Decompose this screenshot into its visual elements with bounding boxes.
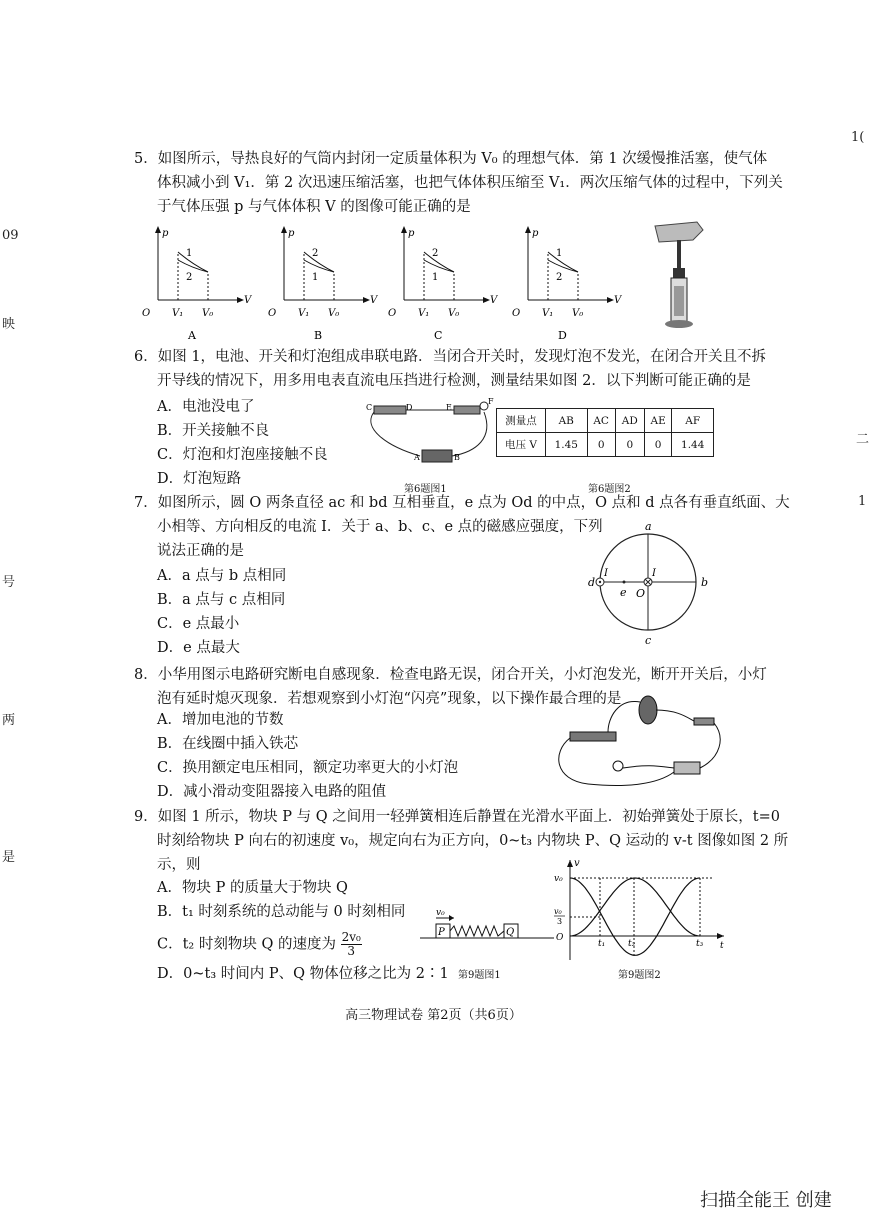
v1-tick-label: V₁ (172, 308, 184, 319)
q9-fig2-caption: 第9题图2 (618, 970, 661, 981)
table-header-cell: AB (546, 409, 588, 433)
q8-self-induction-circuit (548, 688, 728, 792)
edge-mark: 09 (2, 228, 19, 243)
v0-tick-label: V₀ (328, 308, 340, 319)
q5-line1: 5．如图所示，导热良好的气筒内封闭一定质量体积为 V₀ 的理想气体．第 1 次缓慢推活塞，使气体 (134, 151, 768, 167)
q6-fig2-caption: 第6题图2 (588, 484, 631, 495)
edge-mark: 二 (856, 432, 869, 447)
curve-label: 1 (432, 272, 439, 283)
q9-line3: 示，则 (157, 857, 201, 873)
vt-t3-label: t₃ (696, 939, 704, 949)
point-e-label: e (620, 586, 627, 599)
q7-line3: 说法正确的是 (157, 543, 244, 559)
option-letter: A (188, 329, 196, 342)
curve-label: 2 (186, 272, 193, 283)
axis-v-label: V (244, 295, 252, 306)
q8-option-d: D．减小滑动变阻器接入电路的阻值 (157, 784, 387, 800)
q6-option-a: A．电池没电了 (157, 399, 255, 415)
current-i-label: I (652, 568, 656, 579)
option-letter: B (314, 329, 323, 342)
fig1-v0-label: v₀ (436, 908, 445, 918)
v0-tick-label: V₀ (448, 308, 460, 319)
table-row (497, 433, 714, 457)
pv-graph-option-b (266, 222, 396, 347)
q9-line2: 时刻给物块 P 向右的初速度 v₀，规定向右为正方向，0~t₃ 内物块 P、Q 运动的 v-t 图像如图 2 所 (157, 833, 789, 849)
q6-circuit-figure (366, 398, 494, 470)
current-i-label: I (604, 568, 608, 579)
vt-v0-third-num: v₀ (554, 907, 562, 916)
curve-label: 1 (312, 272, 319, 283)
table-cell: 1.44 (672, 433, 714, 457)
q6-option-b: B．开关接触不良 (157, 423, 270, 439)
q9-option-b: B．t₁ 时刻系统的总动能与 0 时刻相同 (157, 904, 406, 920)
table-header-cell: AF (672, 409, 714, 433)
point-b-label: b (701, 576, 709, 589)
q8-option-a: A．增加电池的节数 (157, 712, 284, 728)
table-cell: 1.45 (546, 433, 588, 457)
circuit-label-c: C (366, 403, 373, 412)
fraction-2v0-over-3 (341, 931, 362, 958)
origin-label: O (512, 308, 521, 319)
edge-mark: 是 (2, 850, 16, 865)
q8-option-c: C．换用额定电压相同，额定功率更大的小灯泡 (157, 760, 459, 776)
q9-option-c (157, 931, 362, 958)
point-c-label: c (645, 634, 652, 647)
curve-label: 2 (312, 248, 319, 259)
edge-mark: 映 (2, 317, 16, 332)
edge-mark: 两 (2, 713, 16, 728)
fraction-denominator: 3 (347, 944, 355, 958)
page-footer: 高三物理试卷 第2页（共6页） (345, 1008, 522, 1023)
table-cell: 电压 V (497, 433, 546, 457)
option-letter: C (434, 329, 443, 342)
block-p-label: P (438, 927, 445, 938)
v0-tick-label: V₀ (202, 308, 214, 319)
vt-v0-label: v₀ (554, 874, 563, 884)
axis-p-label: p (408, 228, 415, 239)
circuit-label-d: D (406, 403, 413, 412)
point-o-label: O (636, 587, 646, 600)
edge-mark: 1( (851, 130, 865, 145)
table-header-cell: AC (587, 409, 615, 433)
curve-label: 1 (556, 248, 563, 259)
vt-origin-label: O (556, 933, 564, 943)
q7-circle-figure (586, 520, 716, 650)
origin-label: O (142, 308, 151, 319)
table-header-cell: AD (615, 409, 644, 433)
q7-option-d: D．e 点最大 (157, 640, 240, 656)
q9-option-c-text: C．t₂ 时刻物块 Q 的速度为 (157, 936, 336, 953)
curve-label: 2 (556, 272, 563, 283)
v1-tick-label: V₁ (542, 308, 554, 319)
point-a-label: a (645, 520, 652, 533)
table-header-cell: 测量点 (497, 409, 546, 433)
edge-mark: 号 (2, 575, 16, 590)
q7-line1: 7．如图所示，圆 O 两条直径 ac 和 bd 互相垂直，e 点为 Od 的中点，O 点和 d 点各有垂直纸面、大 (134, 495, 790, 511)
q6-line1: 6．如图 1，电池、开关和灯泡组成串联电路．当闭合开关时，发现灯泡不发光，在闭合开关且不拆 (134, 349, 767, 365)
circuit-label-b: B (454, 453, 460, 462)
pv-graph-option-d (510, 222, 640, 347)
pv-graph-option-a (140, 222, 270, 347)
axis-p-label: p (162, 228, 169, 239)
q7-line2: 小相等、方向相反的电流 I．关于 a、b、c、e 点的磁感应强度，下列 (157, 519, 603, 535)
axis-p-label: p (288, 228, 295, 239)
q6-measurement-table (496, 408, 714, 457)
q6-option-c: C．灯泡和灯泡座接触不良 (157, 447, 328, 463)
q9-line1: 9．如图 1 所示，物块 P 与 Q 之间用一轻弹簧相连后静置在光滑水平面上．初始弹簧处于原长，t=0 (134, 809, 780, 825)
table-cell: 0 (587, 433, 615, 457)
origin-label: O (388, 308, 397, 319)
q5-line3: 于气体压强 p 与气体体积 V 的图像可能正确的是 (157, 199, 471, 215)
table-cell: 0 (615, 433, 644, 457)
q8-option-b: B．在线圈中插入铁芯 (157, 736, 299, 752)
v1-tick-label: V₁ (298, 308, 310, 319)
circuit-label-e: E (446, 403, 452, 412)
q6-fig1-caption: 第6题图1 (404, 484, 447, 495)
q8-line2: 泡有延时熄灭现象．若想观察到小灯泡“闪亮”现象，以下操作最合理的是 (157, 691, 622, 707)
vt-axis-v-label: v (574, 858, 580, 869)
curve-label: 2 (432, 248, 439, 259)
point-d-label: d (588, 576, 596, 589)
q5-pv-graphs (140, 222, 660, 347)
gas-syringe-figure (645, 220, 715, 332)
edge-mark: 1 (858, 494, 867, 509)
vt-t-axis-label: t (720, 941, 724, 951)
circuit-label-a: A (414, 453, 420, 462)
axis-v-label: V (614, 295, 622, 306)
table-header-cell: AE (644, 409, 672, 433)
option-letter: D (558, 329, 567, 342)
v1-tick-label: V₁ (418, 308, 430, 319)
q9-spring-blocks-figure (418, 904, 556, 944)
table-header-row (497, 409, 714, 433)
q7-option-a: A．a 点与 b 点相同 (157, 568, 287, 584)
q6-option-d: D．灯泡短路 (157, 471, 242, 487)
table-cell: 0 (644, 433, 672, 457)
q5-line2: 体积减小到 V₁．第 2 次迅速压缩活塞，也把气体体积压缩至 V₁．两次压缩气体的过程中，下列关 (157, 175, 783, 191)
q7-option-b: B．a 点与 c 点相同 (157, 592, 286, 608)
q7-option-c: C．e 点最小 (157, 616, 240, 632)
q9-vt-graph (548, 856, 728, 966)
block-q-label: Q (506, 927, 515, 938)
pv-graph-option-c (386, 222, 516, 347)
vt-t2-label: t₂ (628, 939, 636, 949)
circuit-label-f: F (488, 397, 494, 406)
axis-p-label: p (532, 228, 539, 239)
q9-option-a: A．物块 P 的质量大于物块 Q (157, 880, 348, 896)
q6-line2: 开导线的情况下，用多用电表直流电压挡进行检测，测量结果如图 2．以下判断可能正确的是 (157, 373, 751, 389)
curve-label: 1 (186, 248, 193, 259)
q9-fig1-caption: 第9题图1 (458, 970, 501, 981)
fraction-numerator: 2v₀ (341, 930, 361, 944)
axis-v-label: V (370, 295, 378, 306)
q9-option-d: D．0~t₃ 时间内 P、Q 物体位移之比为 2∶1 (157, 966, 449, 982)
q8-line1: 8．小华用图示电路研究断电自感现象．检查电路无误，闭合开关，小灯泡发光，断开开关后，小灯 (134, 667, 767, 683)
vt-v0-third-den: 3 (557, 917, 563, 926)
axis-v-label: V (490, 295, 498, 306)
scanner-watermark: 扫描全能王 创建 (700, 1190, 832, 1211)
vt-t1-label: t₁ (598, 939, 606, 949)
v0-tick-label: V₀ (572, 308, 584, 319)
origin-label: O (268, 308, 277, 319)
